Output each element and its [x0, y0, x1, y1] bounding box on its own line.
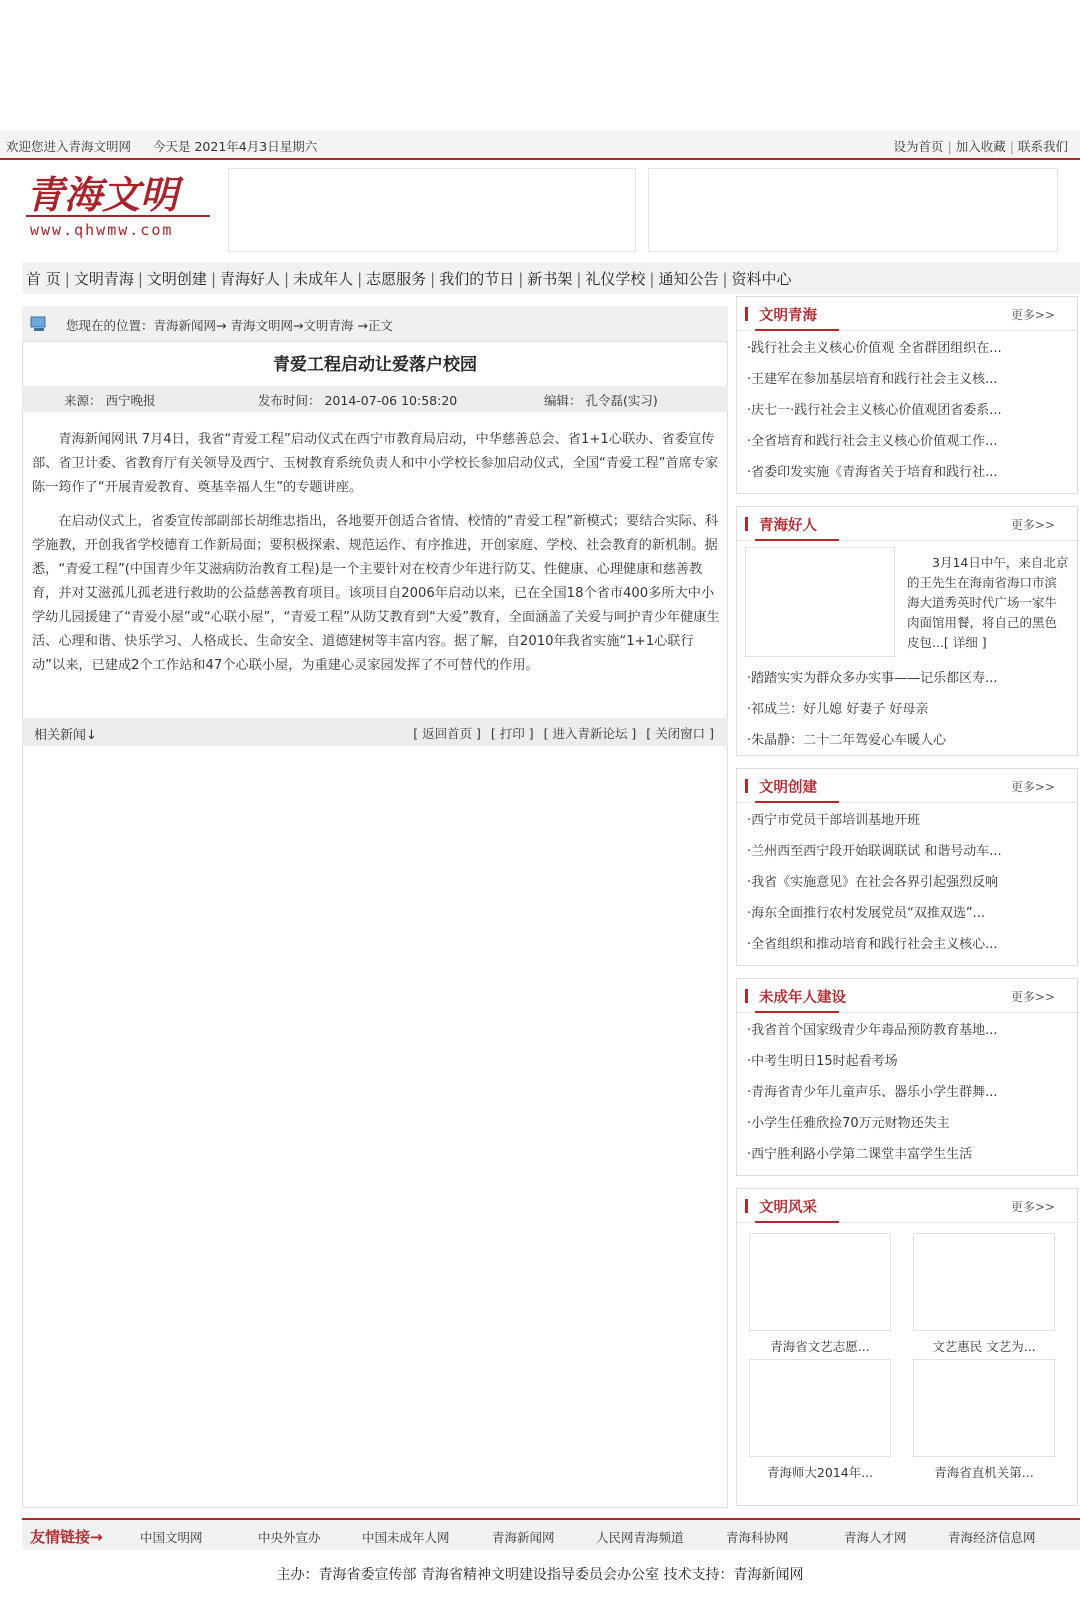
gallery-image[interactable]	[749, 1233, 891, 1331]
friend-link[interactable]: 青海经济信息网	[948, 1530, 1036, 1545]
contact-link[interactable]: 联系我们	[1017, 139, 1068, 154]
breadcrumb-text: 您现在的位置：青海新闻网→ 青海文明网→文明青海 →正文	[66, 318, 393, 333]
nav-liyi[interactable]: 礼仪学校	[585, 270, 646, 288]
list-item[interactable]: ·西宁市党员干部培训基地开班	[747, 813, 921, 828]
more-link[interactable]: 更多>>	[1010, 308, 1055, 322]
article-meta	[22, 386, 728, 412]
list-item[interactable]: ·小学生任雅欣捡70万元财物还失主	[747, 1116, 950, 1131]
feature-image[interactable]	[745, 547, 895, 657]
nav-xinshujia[interactable]: 新书架	[527, 270, 573, 288]
article-title: 青爱工程启动让爱落户校园	[273, 355, 477, 375]
panel-wenming-qinghai	[736, 296, 1078, 494]
close-window-link[interactable]: [ 关闭窗口 ]	[646, 726, 714, 741]
related-news-label: 相关新闻↓	[34, 728, 97, 743]
list-item[interactable]: ·朱晶静：二十二年驾爱心车暖人心	[747, 733, 947, 748]
list-item[interactable]: ·省委印发实施《青海省关于培育和践行社...	[747, 465, 998, 480]
banner-ad-left	[228, 168, 636, 252]
article-body	[32, 428, 720, 688]
nav-wenming-qinghai[interactable]: 文明青海	[73, 270, 134, 288]
article-time: 发布时间： 2014-07-06 10:58:20	[258, 393, 458, 408]
article-paragraph: 在启动仪式上，省委宣传部副部长胡维忠指出，各地要开创适合省情、校情的“青爱工程”新模式；要结合实际、科学施教，开创我省学校德育工作新局面；要积极探索、规范运作、有序推进，开创家庭、学校、社会教育的新机制。据悉，“青爱工程”(中国青少年艾滋病防治教育工程)是一个主要针对在校青少年进行防艾、性健康、心理健康和慈善教育，并对艾滋孤儿孤老进行救助的公益慈善教育项目。该项目自2006年启动以来，已在全国18个省市400多所大中小学幼儿园援建了“青爱小屋”或“心联小屋”，“青爱工程”从防艾教育到“大爱”教育，全面涵盖了关爱与呵护青少年健康生活、心理和谐、快乐学习、人格成长、生命安全、道德建树等丰富内容。据了解，自2010年我省实施“1+1心联行动”以来，已建成2个工作站和47个心联小屋，为重建心灵家园发挥了不可替代的作用。	[32, 514, 720, 673]
print-link[interactable]: [ 打印 ]	[490, 726, 534, 741]
logo-url: www.qhwmw.com	[30, 221, 174, 239]
more-link[interactable]: 更多>>	[1010, 1200, 1055, 1214]
site-footer: 主办：青海省委宣传部 青海省精神文明建设指导委员会办公室 技术支持：青海新闻网	[276, 1567, 804, 1583]
gallery-caption[interactable]: 文艺惠民 文艺为...	[932, 1339, 1036, 1354]
gallery-image[interactable]	[913, 1359, 1055, 1457]
friend-links-bar	[22, 1518, 1080, 1550]
panel-qinghai-haoren	[736, 506, 1078, 756]
list-item[interactable]: ·全省组织和推动培育和践行社会主义核心...	[747, 937, 998, 952]
list-item[interactable]: ·王建军在参加基层培育和践行社会主义核...	[747, 372, 998, 387]
logo-graphic	[24, 172, 219, 242]
gallery-image[interactable]	[913, 1233, 1055, 1331]
more-link[interactable]: 更多>>	[1010, 990, 1055, 1004]
friend-link[interactable]: 青海新闻网	[492, 1530, 555, 1545]
more-link[interactable]: 更多>>	[1010, 780, 1055, 794]
gallery-caption[interactable]: 青海省直机关第...	[934, 1465, 1034, 1480]
article-editor: 编辑： 孔令磊(实习)	[544, 393, 658, 408]
panel-wenming-fengcai	[736, 1188, 1078, 1506]
list-item[interactable]: ·兰州西至西宁段开始联调联试 和谐号动车...	[747, 844, 1002, 859]
list-item[interactable]: ·海东全面推行农村发展党员“双推双选”...	[747, 906, 985, 921]
related-news-bar	[22, 718, 728, 746]
nav-jieri[interactable]: 我们的节日	[439, 270, 515, 288]
back-home-link[interactable]: [ 返回首页 ]	[413, 726, 481, 741]
article-paragraph: 青海新闻网讯 7月4日，我省“青爱工程”启动仪式在西宁市教育局启动，中华慈善总会、省1+1心联办、省委宣传部、省卫计委、省教育厅有关领导及西宁、玉树教育系统负责人和中小学校长参加启动仪式，全国“青爱工程”首席专家陈一筠作了“开展青爱教育、奠基幸福人生”的专题讲座。	[32, 432, 719, 495]
monitor-icon	[30, 316, 48, 332]
panel-wenming-chuangjian	[736, 768, 1078, 966]
nav-ziliao[interactable]: 资料中心	[731, 270, 792, 288]
panel-title: 文明风采	[759, 1200, 817, 1216]
list-item[interactable]: ·践行社会主义核心价值观 全省群团组织在...	[747, 341, 1002, 356]
panel-title: 未成年人建设	[759, 990, 846, 1006]
friend-link[interactable]: 中国未成年人网	[362, 1530, 450, 1545]
logo-title: 青海文明	[26, 172, 179, 217]
friend-links-label: 友情链接→	[30, 1528, 103, 1546]
date-text: 今天是 2021年4月3日星期六	[153, 139, 318, 154]
list-item[interactable]: ·中考生明日15时起看考场	[747, 1054, 898, 1069]
banner-ad-right	[648, 168, 1058, 252]
feature-text[interactable]: 3月14日中午，来自北京的王先生在海南省海口市滨海大道秀英时代广场一家牛肉面馆用餐，将自己的黑色皮包...[ 详细 ]	[907, 555, 1069, 650]
panel-weichengnian	[736, 978, 1078, 1176]
set-homepage-link[interactable]: 设为首页	[893, 139, 944, 154]
list-item[interactable]: ·西宁胜利路小学第二课堂丰富学生生活	[747, 1147, 973, 1162]
panel-title: 文明创建	[759, 780, 817, 796]
site-logo[interactable]	[24, 172, 219, 242]
friend-link[interactable]: 人民网青海频道	[596, 1530, 684, 1545]
nav-weichengnian[interactable]: 未成年人	[293, 270, 354, 288]
forum-link[interactable]: [ 进入青新论坛 ]	[543, 726, 637, 741]
panel-title: 青海好人	[759, 518, 817, 534]
friend-link[interactable]: 青海科协网	[726, 1530, 789, 1545]
list-item[interactable]: ·全省培育和践行社会主义核心价值观工作...	[747, 434, 998, 449]
list-item[interactable]: ·庆七一·践行社会主义核心价值观团省委系...	[747, 403, 1002, 418]
top-bar: 欢迎您进入青海文明网 今天是 2021年4月3日星期六 设为首页 | 加入收藏 | 联系我们	[0, 130, 1080, 160]
panel-title: 文明青海	[759, 308, 817, 324]
list-item[interactable]: ·我省首个国家级青少年毒品预防教育基地...	[747, 1023, 998, 1038]
nav-tongzhi[interactable]: 通知公告	[658, 270, 719, 288]
nav-zhiyuan[interactable]: 志愿服务	[366, 270, 427, 288]
list-item[interactable]: ·青海省青少年儿童声乐、器乐小学生群舞...	[747, 1085, 998, 1100]
gallery-caption[interactable]: 青海省文艺志愿...	[770, 1339, 870, 1354]
more-link[interactable]: 更多>>	[1010, 518, 1055, 532]
gallery-caption[interactable]: 青海师大2014年...	[766, 1465, 874, 1480]
list-item[interactable]: ·踏踏实实为群众多办实事——记乐都区寿...	[747, 671, 998, 686]
main-nav: 首 页 | 文明青海 | 文明创建 | 青海好人 | 未成年人 | 志愿服务 | 我们的节日 | 新书架 | 礼仪学校 | 通知公告 | 资料中心	[22, 262, 1080, 294]
friend-link[interactable]: 青海人才网	[844, 1530, 907, 1545]
gallery-image[interactable]	[749, 1359, 891, 1457]
nav-wenming-chuangjian[interactable]: 文明创建	[146, 270, 207, 288]
nav-home[interactable]: 首 页	[26, 270, 61, 288]
friend-link[interactable]: 中国文明网	[140, 1530, 203, 1545]
add-favorite-link[interactable]: 加入收藏	[955, 139, 1006, 154]
list-item[interactable]: ·祁成兰：好儿媳 好妻子 好母亲	[747, 702, 929, 717]
list-item[interactable]: ·我省《实施意见》在社会各界引起强烈反响	[747, 875, 999, 890]
nav-qinghai-haoren[interactable]: 青海好人	[220, 270, 281, 288]
breadcrumb	[22, 306, 728, 342]
friend-link[interactable]: 中央外宣办	[258, 1530, 321, 1545]
article-source: 来源： 西宁晚报	[64, 393, 156, 408]
welcome-text: 欢迎您进入青海文明网	[6, 139, 132, 154]
